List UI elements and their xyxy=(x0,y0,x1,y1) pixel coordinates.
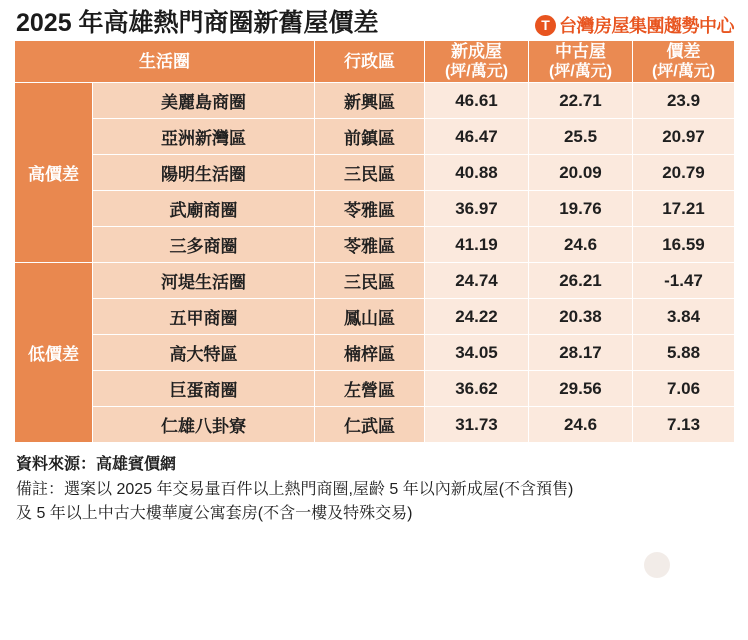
column-header-old-unit: (坪/萬元) xyxy=(548,63,613,81)
group-label-low: 低價差 xyxy=(15,263,93,443)
remark-line-1: 備註：選案以 2025 年交易量百件以上熱門商圈,屋齡 5 年以內新成屋(不含預售) xyxy=(16,481,574,499)
table-container xyxy=(0,40,748,443)
price-diff: 23.9 xyxy=(633,83,735,119)
district-name: 苓雅區 xyxy=(315,191,425,227)
new-price: 36.97 xyxy=(425,191,529,227)
old-price: 26.21 xyxy=(529,263,633,299)
district-name: 左營區 xyxy=(315,371,425,407)
table-row xyxy=(15,155,735,191)
price-diff: 7.13 xyxy=(633,407,735,443)
price-diff: 17.21 xyxy=(633,191,735,227)
column-header-new-label: 新成屋 xyxy=(451,42,502,61)
district-name: 三民區 xyxy=(315,263,425,299)
old-price: 29.56 xyxy=(529,371,633,407)
table-row xyxy=(15,227,735,263)
column-header-diff-unit: (坪/萬元) xyxy=(651,63,716,81)
area-name: 五甲商圈 xyxy=(93,299,315,335)
district-name: 仁武區 xyxy=(315,407,425,443)
price-diff: -1.47 xyxy=(633,263,735,299)
old-price: 19.76 xyxy=(529,191,633,227)
area-name: 亞洲新灣區 xyxy=(93,119,315,155)
table-body xyxy=(15,83,735,443)
old-price: 24.6 xyxy=(529,227,633,263)
district-name: 苓雅區 xyxy=(315,227,425,263)
table-row xyxy=(15,191,735,227)
table-header xyxy=(15,41,735,83)
price-comparison-table xyxy=(14,40,735,443)
new-price: 46.61 xyxy=(425,83,529,119)
watermark-dot xyxy=(644,552,670,578)
column-header-new xyxy=(425,41,529,83)
area-name: 高大特區 xyxy=(93,335,315,371)
new-price: 24.74 xyxy=(425,263,529,299)
new-price: 31.73 xyxy=(425,407,529,443)
area-name: 巨蛋商圈 xyxy=(93,371,315,407)
column-header-diff-label: 價差 xyxy=(666,42,701,61)
price-diff: 20.79 xyxy=(633,155,735,191)
footer-notes xyxy=(0,443,748,525)
header-row xyxy=(15,41,735,83)
old-price: 24.6 xyxy=(529,407,633,443)
district-name: 新興區 xyxy=(315,83,425,119)
new-price: 34.05 xyxy=(425,335,529,371)
new-price: 36.62 xyxy=(425,371,529,407)
column-header-old xyxy=(529,41,633,83)
page-title: 2025 年高雄熱門商圈新舊屋價差 xyxy=(16,9,379,37)
district-name: 三民區 xyxy=(315,155,425,191)
table-row xyxy=(15,299,735,335)
price-diff: 16.59 xyxy=(633,227,735,263)
new-price: 24.22 xyxy=(425,299,529,335)
district-name: 前鎮區 xyxy=(315,119,425,155)
area-name: 三多商圈 xyxy=(93,227,315,263)
column-header-lifecircle-label: 生活圈 xyxy=(139,52,190,71)
column-header-lifecircle xyxy=(15,41,315,83)
old-price: 25.5 xyxy=(529,119,633,155)
old-price: 20.09 xyxy=(529,155,633,191)
area-name: 陽明生活圈 xyxy=(93,155,315,191)
price-diff: 20.97 xyxy=(633,119,735,155)
brand-logo xyxy=(535,12,734,38)
price-diff: 5.88 xyxy=(633,335,735,371)
column-header-diff xyxy=(633,41,735,83)
data-source: 資料來源：高雄賓價網 xyxy=(16,456,177,474)
district-name: 楠梓區 xyxy=(315,335,425,371)
area-name: 美麗島商圈 xyxy=(93,83,315,119)
table-row xyxy=(15,263,735,299)
remark-line-2: 及 5 年以上中古大樓華廈公寓套房(不含一樓及特殊交易) xyxy=(16,504,413,522)
new-price: 40.88 xyxy=(425,155,529,191)
column-header-district-label: 行政區 xyxy=(344,52,395,71)
table-row xyxy=(15,119,735,155)
price-diff: 3.84 xyxy=(633,299,735,335)
column-header-old-label: 中古屋 xyxy=(555,42,606,61)
area-name: 武廟商圈 xyxy=(93,191,315,227)
table-row xyxy=(15,335,735,371)
area-name: 仁雄八卦寮 xyxy=(93,407,315,443)
old-price: 20.38 xyxy=(529,299,633,335)
brand-name: 台灣房屋集團趨勢中心 xyxy=(559,16,734,36)
price-diff: 7.06 xyxy=(633,371,735,407)
table-row xyxy=(15,83,735,119)
brand-mark-icon: T xyxy=(535,15,556,36)
old-price: 22.71 xyxy=(529,83,633,119)
new-price: 41.19 xyxy=(425,227,529,263)
district-name: 鳳山區 xyxy=(315,299,425,335)
table-row xyxy=(15,407,735,443)
title-row xyxy=(0,0,748,40)
area-name: 河堤生活圈 xyxy=(93,263,315,299)
group-label-high: 高價差 xyxy=(15,83,93,263)
new-price: 46.47 xyxy=(425,119,529,155)
table-row xyxy=(15,371,735,407)
column-header-district xyxy=(315,41,425,83)
old-price: 28.17 xyxy=(529,335,633,371)
column-header-new-unit: (坪/萬元) xyxy=(444,63,509,81)
